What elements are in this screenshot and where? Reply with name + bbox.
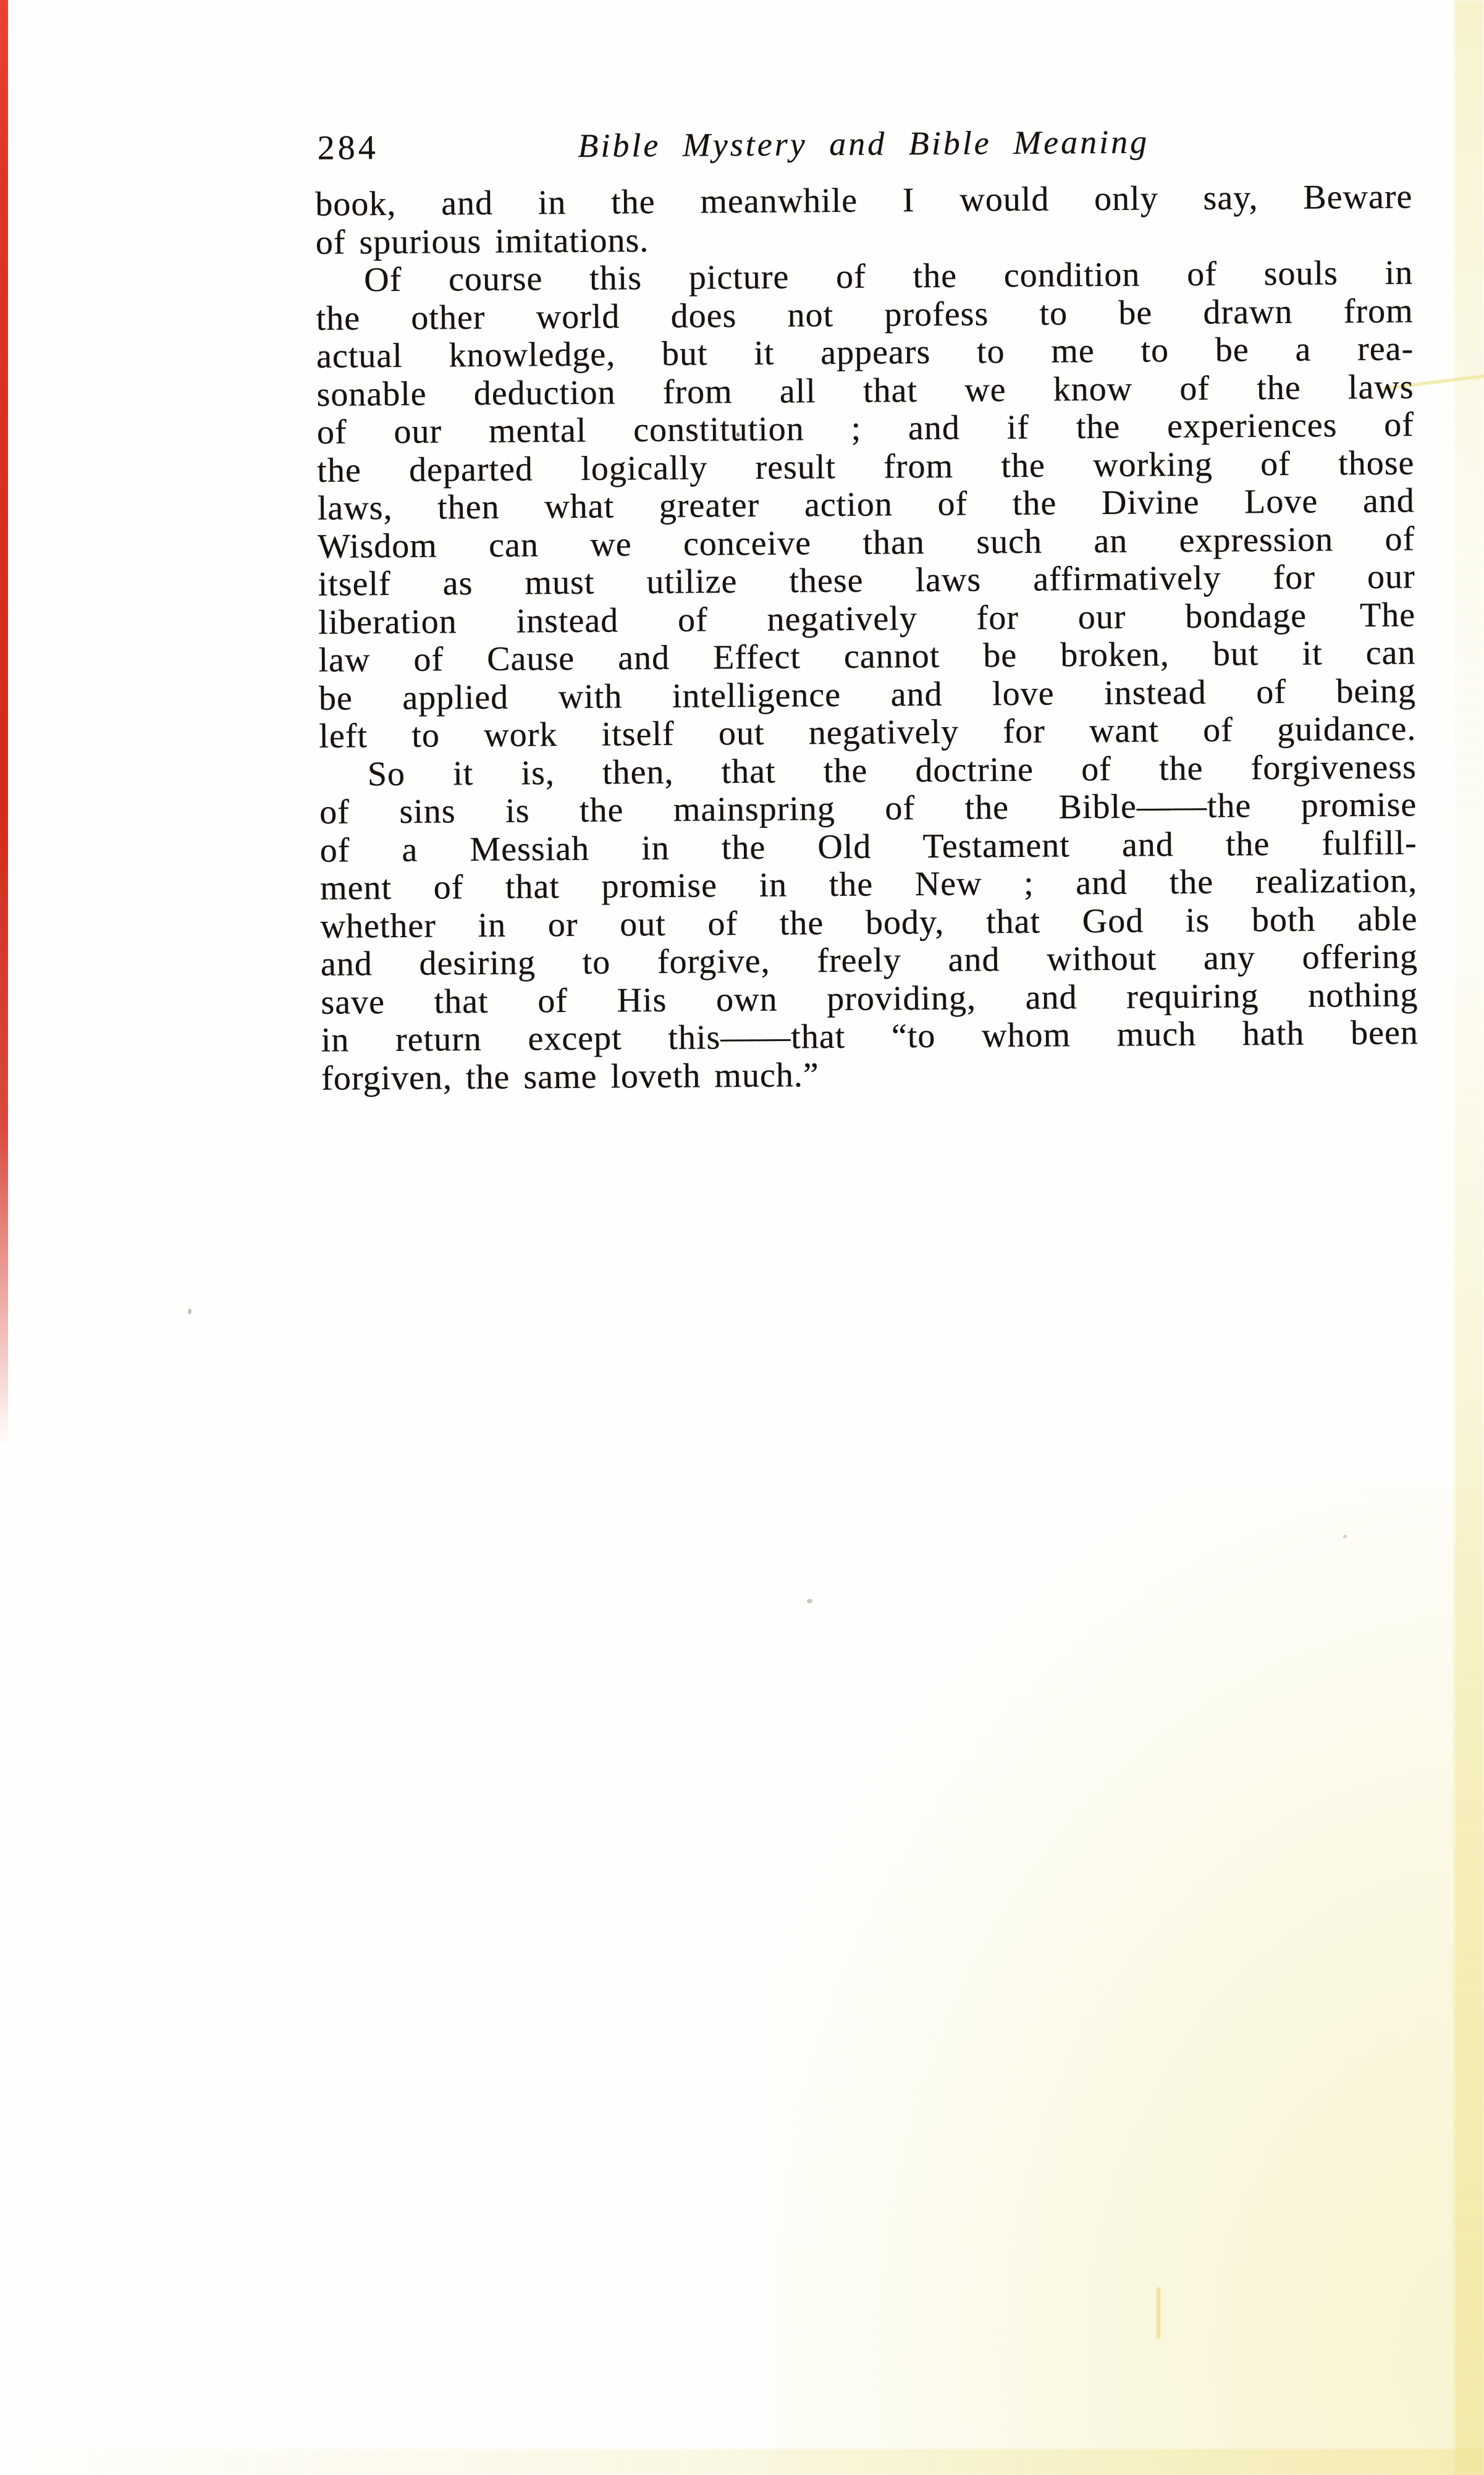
text-line: book, and in the meanwhile I would only say, Beware xyxy=(315,177,1413,224)
body-text xyxy=(315,178,1419,1097)
text-line: the other world does not profess to be drawn from xyxy=(316,291,1414,338)
text-line: So it is, then, that the doctrine of the forgiveness xyxy=(367,747,1417,793)
text-line: sonable deduction from all that we know of the laws xyxy=(316,367,1414,414)
text-line: whether in or out of the body, that God is both able xyxy=(320,899,1418,946)
text-line: law of Cause and Effect cannot be broken, but it can xyxy=(318,633,1416,680)
text-line: Wisdom can we conceive than such an expression of xyxy=(317,519,1415,566)
text-line: and desiring to forgive, freely and without any offering xyxy=(320,937,1419,984)
text-line: of sins is the mainspring of the Bible——the promise xyxy=(319,785,1417,832)
text-line: of a Messiah in the Old Testament and the fulfill- xyxy=(319,823,1417,870)
text-line: save that of His own providing, and requiring nothing xyxy=(321,975,1419,1022)
page-title: Bible Mystery and Bible Meaning xyxy=(578,123,1150,164)
running-head xyxy=(314,120,1412,171)
text-line: liberation instead of negatively for our bondage The xyxy=(318,595,1416,642)
text-line: forgiven, the same loveth much.” xyxy=(321,1055,819,1098)
text-line: Of course this picture of the condition of souls in xyxy=(363,253,1414,300)
text-line: left to work itself out negatively for want of guidance. xyxy=(319,709,1417,756)
text-line: laws, then what greater action of the Divine Love and xyxy=(317,481,1415,528)
text-line: in return except this——that “to whom much hath been xyxy=(321,1013,1419,1060)
text-line: be applied with intelligence and love instead of being xyxy=(318,671,1417,718)
text-line: ment of that promise in the New ; and the realization, xyxy=(319,861,1418,908)
text-line: of our mental constitution ; and if the experiences of xyxy=(316,405,1415,452)
text-line: the departed logically result from the working of those xyxy=(317,443,1415,490)
page-number: 284 xyxy=(317,129,379,167)
text-line: actual knowledge, but it appears to me to be a rea- xyxy=(316,329,1414,376)
text-line: of spurious imitations. xyxy=(315,221,649,262)
text-line: itself as must utilize these laws affirmatively for our xyxy=(318,557,1415,604)
